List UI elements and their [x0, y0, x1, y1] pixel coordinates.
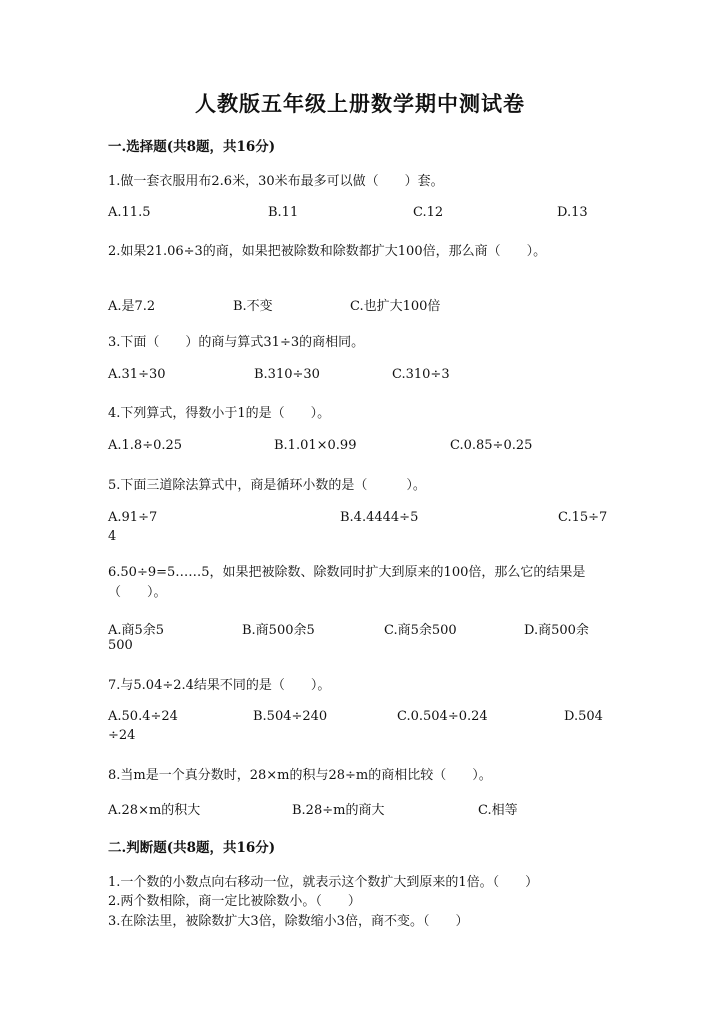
question-7-option-d: D.504 [564, 709, 603, 724]
question-5-option-continuation: 4 [108, 529, 117, 544]
question-7-option-continuation: ÷24 [108, 728, 136, 743]
question-6-option-b: B.商500余5 [242, 623, 315, 638]
question-2-option-c: C.也扩大100倍 [350, 299, 441, 314]
question-7-stem: 7.与5.04÷2.4结果不同的是（ ）。 [108, 678, 331, 693]
question-6-option-d: D.商500余 [524, 623, 589, 638]
question-5-option-c: C.15÷7 [558, 510, 608, 525]
judgement-item-3: 3.在除法里，被除数扩大3倍，除数缩小3倍，商不变。（ ） [108, 914, 469, 929]
question-5-option-a: A.91÷7 [108, 510, 158, 525]
question-6-option-c: C.商5余500 [384, 623, 457, 638]
question-3-stem: 3.下面（ ）的商与算式31÷3的商相同。 [108, 335, 365, 350]
page-title: 人教版五年级上册数学期中测试卷 [195, 91, 525, 116]
question-4-option-a: A.1.8÷0.25 [108, 438, 183, 453]
question-5-option-b: B.4.4444÷5 [340, 510, 419, 525]
question-3-option-b: B.310÷30 [254, 367, 320, 382]
question-8-option-c: C.相等 [478, 803, 518, 818]
question-3-option-a: A.31÷30 [108, 367, 166, 382]
question-2-stem: 2.如果21.06÷3的商，如果把被除数和除数都扩大100倍，那么商（ ）。 [108, 244, 547, 259]
question-6-stem: 6.50÷9=5……5，如果把被除数、除数同时扩大到原来的100倍，那么它的结果是（ ）。 [108, 565, 586, 600]
question-4-stem: 4.下列算式，得数小于1的是（ ）。 [108, 406, 331, 421]
question-7-option-c: C.0.504÷0.24 [397, 709, 488, 724]
judgement-item-2: 2.两个数相除，商一定比被除数小。（ ） [108, 894, 361, 909]
question-6-option-continuation: 500 [108, 638, 133, 653]
question-8-option-b: B.28÷m的商大 [292, 803, 385, 818]
question-7-option-a: A.50.4÷24 [108, 709, 178, 724]
judgement-item-1: 1.一个数的小数点向右移动一位，就表示这个数扩大到原来的1倍。（ ） [108, 875, 539, 890]
section-heading-judgement: 二.判断题(共8题，共16分) [108, 840, 276, 856]
question-5-stem: 5.下面三道除法算式中，商是循环小数的是（ ）。 [108, 478, 426, 493]
question-2-option-a: A.是7.2 [108, 299, 156, 314]
question-1-option-d: D.13 [557, 205, 588, 220]
question-6-option-a: A.商5余5 [108, 623, 165, 638]
question-4-option-c: C.0.85÷0.25 [450, 438, 533, 453]
question-7-option-b: B.504÷240 [253, 709, 328, 724]
question-1-option-a: A.11.5 [108, 205, 151, 220]
question-8-option-a: A.28×m的积大 [108, 803, 201, 818]
question-1-option-c: C.12 [413, 205, 444, 220]
question-2-option-b: B.不变 [233, 299, 273, 314]
question-1-stem: 1.做一套衣服用布2.6米，30米布最多可以做（ ）套。 [108, 174, 444, 189]
question-4-option-b: B.1.01×0.99 [274, 438, 357, 453]
question-1-option-b: B.11 [268, 205, 299, 220]
question-8-stem: 8.当m是一个真分数时，28×m的积与28÷m的商相比较（ ）。 [108, 768, 492, 783]
question-3-option-c: C.310÷3 [392, 367, 450, 382]
section-heading-choice: 一.选择题(共8题，共16分) [108, 139, 276, 155]
